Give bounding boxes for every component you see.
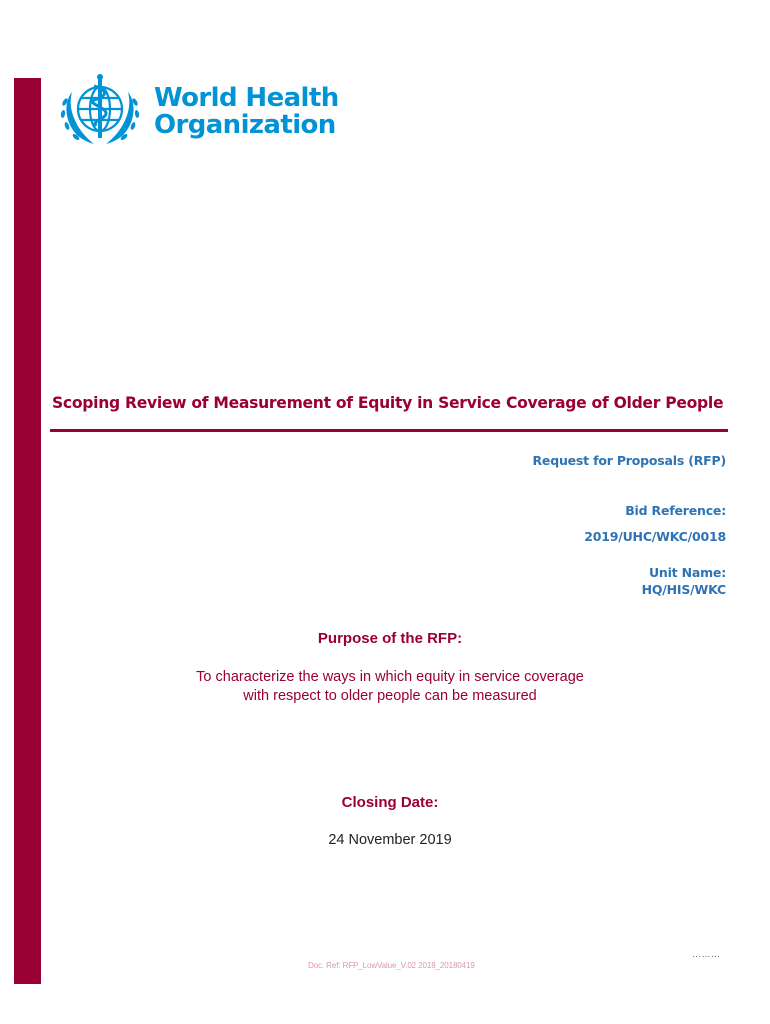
rfp-label: Request for Proposals (RFP) [532,453,726,468]
purpose-text [0,668,770,706]
purpose-heading: Purpose of the RFP: [317,630,463,647]
purpose-line-1: To characterize the ways in which equity in service coverage [196,669,584,685]
document-title: Scoping Review of Measurement of Equity in Service Coverage of Older People [52,394,724,412]
logo-wordmark [154,85,339,139]
bid-reference-value: 2019/UHC/WKC/0018 [584,529,726,544]
bid-reference-label: Bid Reference: [625,503,726,518]
side-accent-bar [14,78,41,984]
logo-line-2: Organization [154,110,336,140]
closing-date-value: 24 November 2019 [328,832,452,848]
logo-line-1: World Health [154,83,339,113]
who-logo [50,72,339,152]
unit-name-label: Unit Name: [648,565,726,580]
purpose-line-2: with respect to older people can be measured [243,688,537,704]
title-divider [50,429,728,432]
unit-name-value: HQ/HIS/WKC [641,582,726,597]
doc-reference: Doc. Ref: RFP_LowValue_V.02 2018_20180419 [308,961,475,970]
closing-date-heading: Closing Date: [341,794,439,811]
page-dots: ……… [692,949,721,959]
who-emblem-icon [50,72,150,152]
